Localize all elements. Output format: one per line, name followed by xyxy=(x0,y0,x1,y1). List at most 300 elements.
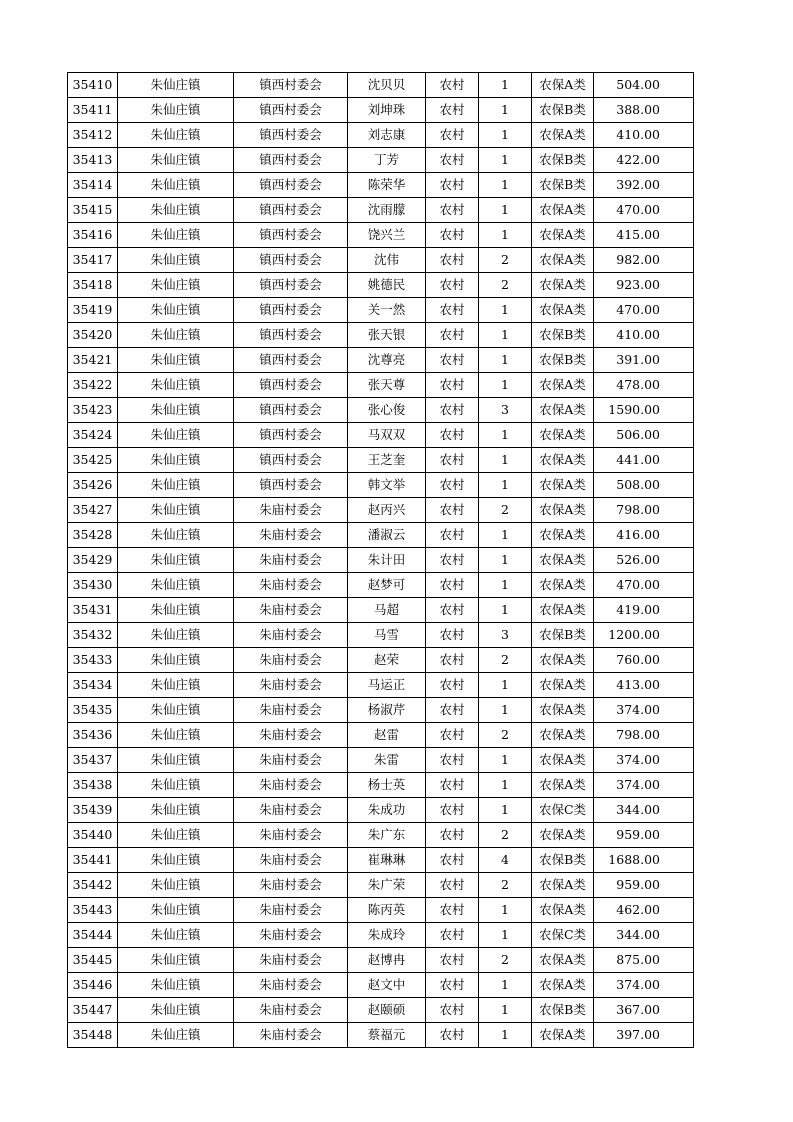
village-cell: 镇西村委会 xyxy=(234,73,348,98)
name-cell: 饶兴兰 xyxy=(348,223,426,248)
category-cell: 农保A类 xyxy=(532,198,594,223)
amount-cell: 798.00 xyxy=(594,498,694,523)
village-cell: 朱庙村委会 xyxy=(234,1023,348,1048)
area-type-cell: 农村 xyxy=(426,898,479,923)
category-cell: 农保C类 xyxy=(532,798,594,823)
town-cell: 朱仙庄镇 xyxy=(118,873,234,898)
serial-cell: 35437 xyxy=(68,748,118,773)
village-cell: 镇西村委会 xyxy=(234,98,348,123)
area-type-cell: 农村 xyxy=(426,923,479,948)
household-size-cell: 1 xyxy=(479,548,532,573)
table-row xyxy=(68,373,694,398)
table-row xyxy=(68,423,694,448)
town-cell: 朱仙庄镇 xyxy=(118,198,234,223)
village-cell: 镇西村委会 xyxy=(234,323,348,348)
town-cell: 朱仙庄镇 xyxy=(118,348,234,373)
household-size-cell: 2 xyxy=(479,273,532,298)
table-row xyxy=(68,248,694,273)
table-row xyxy=(68,348,694,373)
table-row xyxy=(68,298,694,323)
area-type-cell: 农村 xyxy=(426,998,479,1023)
town-cell: 朱仙庄镇 xyxy=(118,173,234,198)
name-cell: 王芝奎 xyxy=(348,448,426,473)
amount-cell: 344.00 xyxy=(594,923,694,948)
village-cell: 朱庙村委会 xyxy=(234,548,348,573)
category-cell: 农保A类 xyxy=(532,973,594,998)
town-cell: 朱仙庄镇 xyxy=(118,548,234,573)
category-cell: 农保A类 xyxy=(532,723,594,748)
table-row xyxy=(68,148,694,173)
household-size-cell: 1 xyxy=(479,173,532,198)
name-cell: 马雪 xyxy=(348,623,426,648)
serial-cell: 35428 xyxy=(68,523,118,548)
serial-cell: 35448 xyxy=(68,1023,118,1048)
village-cell: 朱庙村委会 xyxy=(234,673,348,698)
amount-cell: 422.00 xyxy=(594,148,694,173)
amount-cell: 374.00 xyxy=(594,698,694,723)
town-cell: 朱仙庄镇 xyxy=(118,723,234,748)
serial-cell: 35422 xyxy=(68,373,118,398)
town-cell: 朱仙庄镇 xyxy=(118,498,234,523)
table-row xyxy=(68,323,694,348)
village-cell: 镇西村委会 xyxy=(234,248,348,273)
household-size-cell: 1 xyxy=(479,98,532,123)
serial-cell: 35443 xyxy=(68,898,118,923)
household-size-cell: 2 xyxy=(479,648,532,673)
serial-cell: 35446 xyxy=(68,973,118,998)
category-cell: 农保A类 xyxy=(532,448,594,473)
table-row xyxy=(68,98,694,123)
category-cell: 农保A类 xyxy=(532,423,594,448)
household-size-cell: 1 xyxy=(479,998,532,1023)
category-cell: 农保B类 xyxy=(532,148,594,173)
table-row xyxy=(68,273,694,298)
table-row xyxy=(68,873,694,898)
name-cell: 陈丙英 xyxy=(348,898,426,923)
name-cell: 蔡福元 xyxy=(348,1023,426,1048)
serial-cell: 35439 xyxy=(68,798,118,823)
serial-cell: 35416 xyxy=(68,223,118,248)
area-type-cell: 农村 xyxy=(426,473,479,498)
area-type-cell: 农村 xyxy=(426,523,479,548)
serial-cell: 35425 xyxy=(68,448,118,473)
amount-cell: 462.00 xyxy=(594,898,694,923)
area-type-cell: 农村 xyxy=(426,1023,479,1048)
household-size-cell: 2 xyxy=(479,498,532,523)
name-cell: 沈尊亮 xyxy=(348,348,426,373)
area-type-cell: 农村 xyxy=(426,798,479,823)
name-cell: 赵颐硕 xyxy=(348,998,426,1023)
serial-cell: 35435 xyxy=(68,698,118,723)
table-row xyxy=(68,198,694,223)
table-body xyxy=(68,73,694,1048)
area-type-cell: 农村 xyxy=(426,373,479,398)
name-cell: 丁芳 xyxy=(348,148,426,173)
household-size-cell: 2 xyxy=(479,248,532,273)
name-cell: 沈贝贝 xyxy=(348,73,426,98)
table-row xyxy=(68,723,694,748)
category-cell: 农保A类 xyxy=(532,523,594,548)
name-cell: 赵梦可 xyxy=(348,573,426,598)
category-cell: 农保A类 xyxy=(532,698,594,723)
town-cell: 朱仙庄镇 xyxy=(118,223,234,248)
town-cell: 朱仙庄镇 xyxy=(118,98,234,123)
category-cell: 农保A类 xyxy=(532,248,594,273)
household-size-cell: 1 xyxy=(479,698,532,723)
table-row xyxy=(68,973,694,998)
serial-cell: 35414 xyxy=(68,173,118,198)
village-cell: 朱庙村委会 xyxy=(234,998,348,1023)
household-size-cell: 2 xyxy=(479,823,532,848)
amount-cell: 470.00 xyxy=(594,298,694,323)
household-size-cell: 1 xyxy=(479,748,532,773)
household-size-cell: 2 xyxy=(479,873,532,898)
town-cell: 朱仙庄镇 xyxy=(118,398,234,423)
table-row xyxy=(68,798,694,823)
town-cell: 朱仙庄镇 xyxy=(118,473,234,498)
serial-cell: 35447 xyxy=(68,998,118,1023)
serial-cell: 35436 xyxy=(68,723,118,748)
household-size-cell: 4 xyxy=(479,848,532,873)
category-cell: 农保B类 xyxy=(532,323,594,348)
village-cell: 镇西村委会 xyxy=(234,148,348,173)
town-cell: 朱仙庄镇 xyxy=(118,823,234,848)
village-cell: 镇西村委会 xyxy=(234,473,348,498)
serial-cell: 35445 xyxy=(68,948,118,973)
town-cell: 朱仙庄镇 xyxy=(118,423,234,448)
category-cell: 农保B类 xyxy=(532,998,594,1023)
amount-cell: 875.00 xyxy=(594,948,694,973)
town-cell: 朱仙庄镇 xyxy=(118,973,234,998)
amount-cell: 760.00 xyxy=(594,648,694,673)
category-cell: 农保A类 xyxy=(532,398,594,423)
area-type-cell: 农村 xyxy=(426,773,479,798)
amount-cell: 1590.00 xyxy=(594,398,694,423)
area-type-cell: 农村 xyxy=(426,248,479,273)
amount-cell: 410.00 xyxy=(594,323,694,348)
amount-cell: 441.00 xyxy=(594,448,694,473)
category-cell: 农保B类 xyxy=(532,173,594,198)
town-cell: 朱仙庄镇 xyxy=(118,923,234,948)
serial-cell: 35441 xyxy=(68,848,118,873)
amount-cell: 410.00 xyxy=(594,123,694,148)
area-type-cell: 农村 xyxy=(426,723,479,748)
village-cell: 镇西村委会 xyxy=(234,298,348,323)
household-size-cell: 1 xyxy=(479,973,532,998)
name-cell: 韩文举 xyxy=(348,473,426,498)
table-row xyxy=(68,123,694,148)
category-cell: 农保A类 xyxy=(532,873,594,898)
name-cell: 潘淑云 xyxy=(348,523,426,548)
village-cell: 朱庙村委会 xyxy=(234,773,348,798)
household-size-cell: 1 xyxy=(479,898,532,923)
area-type-cell: 农村 xyxy=(426,223,479,248)
area-type-cell: 农村 xyxy=(426,573,479,598)
amount-cell: 478.00 xyxy=(594,373,694,398)
name-cell: 朱广东 xyxy=(348,823,426,848)
name-cell: 陈荣华 xyxy=(348,173,426,198)
serial-cell: 35433 xyxy=(68,648,118,673)
serial-cell: 35421 xyxy=(68,348,118,373)
serial-cell: 35417 xyxy=(68,248,118,273)
table-row xyxy=(68,698,694,723)
category-cell: 农保A类 xyxy=(532,948,594,973)
area-type-cell: 农村 xyxy=(426,823,479,848)
area-type-cell: 农村 xyxy=(426,198,479,223)
household-size-cell: 1 xyxy=(479,773,532,798)
serial-cell: 35426 xyxy=(68,473,118,498)
town-cell: 朱仙庄镇 xyxy=(118,748,234,773)
table-row xyxy=(68,573,694,598)
village-cell: 朱庙村委会 xyxy=(234,598,348,623)
amount-cell: 388.00 xyxy=(594,98,694,123)
name-cell: 马运正 xyxy=(348,673,426,698)
category-cell: 农保B类 xyxy=(532,98,594,123)
village-cell: 镇西村委会 xyxy=(234,398,348,423)
category-cell: 农保A类 xyxy=(532,73,594,98)
town-cell: 朱仙庄镇 xyxy=(118,123,234,148)
town-cell: 朱仙庄镇 xyxy=(118,523,234,548)
town-cell: 朱仙庄镇 xyxy=(118,673,234,698)
table-row xyxy=(68,823,694,848)
village-cell: 镇西村委会 xyxy=(234,123,348,148)
table-row xyxy=(68,998,694,1023)
household-size-cell: 1 xyxy=(479,423,532,448)
amount-cell: 982.00 xyxy=(594,248,694,273)
serial-cell: 35427 xyxy=(68,498,118,523)
serial-cell: 35434 xyxy=(68,673,118,698)
area-type-cell: 农村 xyxy=(426,673,479,698)
area-type-cell: 农村 xyxy=(426,173,479,198)
village-cell: 朱庙村委会 xyxy=(234,748,348,773)
village-cell: 朱庙村委会 xyxy=(234,698,348,723)
serial-cell: 35410 xyxy=(68,73,118,98)
town-cell: 朱仙庄镇 xyxy=(118,798,234,823)
name-cell: 赵文中 xyxy=(348,973,426,998)
household-size-cell: 1 xyxy=(479,298,532,323)
name-cell: 赵丙兴 xyxy=(348,498,426,523)
table-row xyxy=(68,948,694,973)
serial-cell: 35418 xyxy=(68,273,118,298)
name-cell: 杨士英 xyxy=(348,773,426,798)
category-cell: 农保A类 xyxy=(532,298,594,323)
category-cell: 农保A类 xyxy=(532,1023,594,1048)
table-row xyxy=(68,498,694,523)
name-cell: 朱成玲 xyxy=(348,923,426,948)
household-size-cell: 1 xyxy=(479,923,532,948)
village-cell: 朱庙村委会 xyxy=(234,523,348,548)
name-cell: 朱雷 xyxy=(348,748,426,773)
table-row xyxy=(68,548,694,573)
name-cell: 朱成功 xyxy=(348,798,426,823)
household-size-cell: 3 xyxy=(479,623,532,648)
table-row xyxy=(68,223,694,248)
town-cell: 朱仙庄镇 xyxy=(118,848,234,873)
village-cell: 朱庙村委会 xyxy=(234,848,348,873)
household-size-cell: 1 xyxy=(479,123,532,148)
category-cell: 农保A类 xyxy=(532,823,594,848)
serial-cell: 35430 xyxy=(68,573,118,598)
amount-cell: 470.00 xyxy=(594,573,694,598)
town-cell: 朱仙庄镇 xyxy=(118,148,234,173)
town-cell: 朱仙庄镇 xyxy=(118,323,234,348)
name-cell: 杨淑芹 xyxy=(348,698,426,723)
table-row xyxy=(68,173,694,198)
category-cell: 农保A类 xyxy=(532,573,594,598)
household-size-cell: 2 xyxy=(479,723,532,748)
area-type-cell: 农村 xyxy=(426,873,479,898)
amount-cell: 397.00 xyxy=(594,1023,694,1048)
town-cell: 朱仙庄镇 xyxy=(118,573,234,598)
amount-cell: 798.00 xyxy=(594,723,694,748)
town-cell: 朱仙庄镇 xyxy=(118,598,234,623)
serial-cell: 35444 xyxy=(68,923,118,948)
town-cell: 朱仙庄镇 xyxy=(118,698,234,723)
amount-cell: 416.00 xyxy=(594,523,694,548)
town-cell: 朱仙庄镇 xyxy=(118,648,234,673)
amount-cell: 374.00 xyxy=(594,748,694,773)
serial-cell: 35411 xyxy=(68,98,118,123)
name-cell: 崔琳琳 xyxy=(348,848,426,873)
area-type-cell: 农村 xyxy=(426,623,479,648)
village-cell: 朱庙村委会 xyxy=(234,898,348,923)
area-type-cell: 农村 xyxy=(426,423,479,448)
area-type-cell: 农村 xyxy=(426,973,479,998)
name-cell: 关一然 xyxy=(348,298,426,323)
category-cell: 农保A类 xyxy=(532,548,594,573)
town-cell: 朱仙庄镇 xyxy=(118,948,234,973)
category-cell: 农保A类 xyxy=(532,373,594,398)
name-cell: 朱广荣 xyxy=(348,873,426,898)
category-cell: 农保A类 xyxy=(532,498,594,523)
serial-cell: 35420 xyxy=(68,323,118,348)
household-size-cell: 3 xyxy=(479,398,532,423)
table-row xyxy=(68,598,694,623)
area-type-cell: 农村 xyxy=(426,598,479,623)
area-type-cell: 农村 xyxy=(426,323,479,348)
category-cell: 农保A类 xyxy=(532,648,594,673)
area-type-cell: 农村 xyxy=(426,73,479,98)
table-row xyxy=(68,398,694,423)
amount-cell: 419.00 xyxy=(594,598,694,623)
name-cell: 姚德民 xyxy=(348,273,426,298)
amount-cell: 470.00 xyxy=(594,198,694,223)
town-cell: 朱仙庄镇 xyxy=(118,373,234,398)
name-cell: 朱计田 xyxy=(348,548,426,573)
area-type-cell: 农村 xyxy=(426,98,479,123)
table-row xyxy=(68,898,694,923)
category-cell: 农保A类 xyxy=(532,123,594,148)
town-cell: 朱仙庄镇 xyxy=(118,773,234,798)
table-row xyxy=(68,448,694,473)
category-cell: 农保A类 xyxy=(532,773,594,798)
household-size-cell: 1 xyxy=(479,348,532,373)
household-size-cell: 1 xyxy=(479,673,532,698)
village-cell: 朱庙村委会 xyxy=(234,973,348,998)
amount-cell: 526.00 xyxy=(594,548,694,573)
area-type-cell: 农村 xyxy=(426,148,479,173)
town-cell: 朱仙庄镇 xyxy=(118,898,234,923)
town-cell: 朱仙庄镇 xyxy=(118,273,234,298)
village-cell: 朱庙村委会 xyxy=(234,623,348,648)
village-cell: 朱庙村委会 xyxy=(234,573,348,598)
table-row xyxy=(68,923,694,948)
name-cell: 刘志康 xyxy=(348,123,426,148)
category-cell: 农保A类 xyxy=(532,473,594,498)
amount-cell: 508.00 xyxy=(594,473,694,498)
area-type-cell: 农村 xyxy=(426,648,479,673)
category-cell: 农保A类 xyxy=(532,223,594,248)
household-size-cell: 2 xyxy=(479,948,532,973)
name-cell: 张天银 xyxy=(348,323,426,348)
village-cell: 朱庙村委会 xyxy=(234,723,348,748)
village-cell: 镇西村委会 xyxy=(234,373,348,398)
area-type-cell: 农村 xyxy=(426,698,479,723)
village-cell: 朱庙村委会 xyxy=(234,823,348,848)
serial-cell: 35432 xyxy=(68,623,118,648)
village-cell: 镇西村委会 xyxy=(234,423,348,448)
town-cell: 朱仙庄镇 xyxy=(118,448,234,473)
area-type-cell: 农村 xyxy=(426,448,479,473)
name-cell: 马超 xyxy=(348,598,426,623)
table-row xyxy=(68,748,694,773)
category-cell: 农保B类 xyxy=(532,623,594,648)
table-row xyxy=(68,73,694,98)
village-cell: 朱庙村委会 xyxy=(234,873,348,898)
table-row xyxy=(68,473,694,498)
household-size-cell: 1 xyxy=(479,598,532,623)
household-size-cell: 1 xyxy=(479,198,532,223)
household-size-cell: 1 xyxy=(479,73,532,98)
town-cell: 朱仙庄镇 xyxy=(118,73,234,98)
area-type-cell: 农村 xyxy=(426,398,479,423)
name-cell: 赵雷 xyxy=(348,723,426,748)
category-cell: 农保A类 xyxy=(532,748,594,773)
amount-cell: 1200.00 xyxy=(594,623,694,648)
area-type-cell: 农村 xyxy=(426,348,479,373)
town-cell: 朱仙庄镇 xyxy=(118,1023,234,1048)
village-cell: 朱庙村委会 xyxy=(234,948,348,973)
area-type-cell: 农村 xyxy=(426,948,479,973)
serial-cell: 35415 xyxy=(68,198,118,223)
allowance-table xyxy=(67,72,694,1048)
category-cell: 农保A类 xyxy=(532,673,594,698)
amount-cell: 391.00 xyxy=(594,348,694,373)
area-type-cell: 农村 xyxy=(426,273,479,298)
village-cell: 镇西村委会 xyxy=(234,273,348,298)
household-size-cell: 1 xyxy=(479,573,532,598)
amount-cell: 1688.00 xyxy=(594,848,694,873)
area-type-cell: 农村 xyxy=(426,298,479,323)
name-cell: 马双双 xyxy=(348,423,426,448)
table-row xyxy=(68,848,694,873)
area-type-cell: 农村 xyxy=(426,848,479,873)
amount-cell: 506.00 xyxy=(594,423,694,448)
name-cell: 沈雨朦 xyxy=(348,198,426,223)
table-row xyxy=(68,523,694,548)
serial-cell: 35431 xyxy=(68,598,118,623)
name-cell: 张心俊 xyxy=(348,398,426,423)
town-cell: 朱仙庄镇 xyxy=(118,623,234,648)
category-cell: 农保B类 xyxy=(532,348,594,373)
serial-cell: 35413 xyxy=(68,148,118,173)
serial-cell: 35429 xyxy=(68,548,118,573)
household-size-cell: 1 xyxy=(479,148,532,173)
serial-cell: 35438 xyxy=(68,773,118,798)
household-size-cell: 1 xyxy=(479,223,532,248)
village-cell: 镇西村委会 xyxy=(234,173,348,198)
amount-cell: 374.00 xyxy=(594,773,694,798)
